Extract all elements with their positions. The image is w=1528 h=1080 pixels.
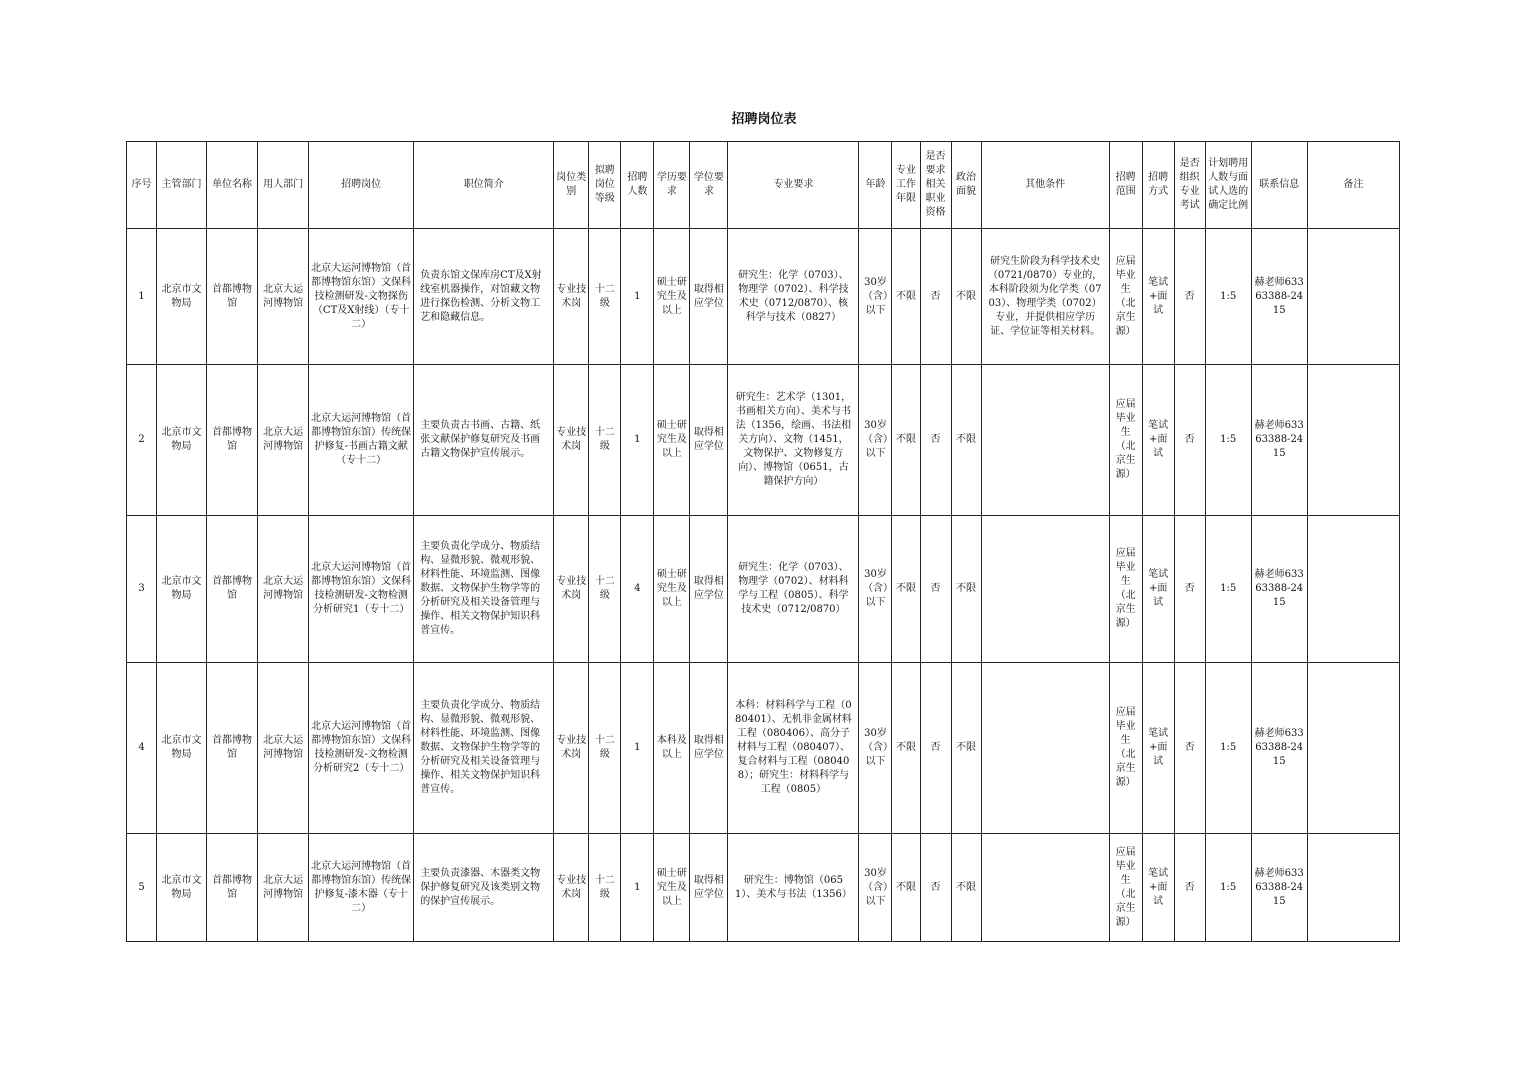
cell-contact: 赫老师63363388-2415 <box>1251 663 1307 834</box>
cell-index: 5 <box>127 834 157 942</box>
cell-ratio: 1:5 <box>1205 365 1251 516</box>
cell-headcount: 1 <box>621 365 654 516</box>
cell-major: 研究生：化学（0703）、物理学（0702）、科学技术史（0712/0870）、核科学与技术（0827） <box>728 229 859 365</box>
cell-department: 北京市文物局 <box>157 229 207 365</box>
cell-level: 十二级 <box>589 834 621 942</box>
header-cell: 序号 <box>127 142 157 229</box>
cell-position: 北京大运河博物馆（首都博物馆东馆）传统保护修复-漆木器（专十二） <box>309 834 414 942</box>
cell-unit: 首都博物馆 <box>207 834 258 942</box>
cell-scope: 应届毕业生（北京生源） <box>1109 229 1142 365</box>
cell-other-conditions <box>981 365 1109 516</box>
cell-description: 主要负责古书画、古籍、纸张文献保护修复研究及书画古籍文物保护宣传展示。 <box>414 365 554 516</box>
header-cell: 是否要求相关职业资格 <box>920 142 951 229</box>
cell-exam: 否 <box>1174 516 1205 663</box>
header-cell: 招聘方式 <box>1142 142 1174 229</box>
cell-post-type: 专业技术岗 <box>554 663 589 834</box>
cell-age: 30岁（含）以下 <box>859 834 892 942</box>
cell-level: 十二级 <box>589 365 621 516</box>
cell-education: 硕士研究生及以上 <box>654 365 690 516</box>
cell-description: 主要负责化学成分、物质结构、显微形貌、微观形貌、材料性能、环境监测、图像数据、文物保护生物学等的分析研究及相关设备管理与操作、相关文物保护知识科普宣传。 <box>414 663 554 834</box>
cell-position: 北京大运河博物馆（首都博物馆东馆）文保科技检测研发-文物探伤（CT及X射线）（专十二） <box>309 229 414 365</box>
cell-qualification: 否 <box>920 516 951 663</box>
cell-major: 研究生：化学（0703）、物理学（0702）、材料科学与工程（0805）、科学技术史（0712/0870） <box>728 516 859 663</box>
cell-headcount: 1 <box>621 834 654 942</box>
cell-department: 北京市文物局 <box>157 516 207 663</box>
header-cell: 计划聘用人数与面试人选的确定比例 <box>1205 142 1251 229</box>
cell-other-conditions <box>981 516 1109 663</box>
header-cell: 专业工作年限 <box>892 142 920 229</box>
cell-age: 30岁（含）以下 <box>859 229 892 365</box>
cell-other-conditions <box>981 834 1109 942</box>
cell-work-years: 不限 <box>892 516 920 663</box>
cell-post-type: 专业技术岗 <box>554 229 589 365</box>
cell-scope: 应届毕业生（北京生源） <box>1109 516 1142 663</box>
cell-age: 30岁（含）以下 <box>859 365 892 516</box>
table-row <box>127 229 1400 365</box>
header-cell: 联系信息 <box>1251 142 1307 229</box>
cell-degree: 取得相应学位 <box>690 516 728 663</box>
cell-remarks <box>1307 663 1399 834</box>
cell-department: 北京市文物局 <box>157 365 207 516</box>
header-cell: 招聘岗位 <box>309 142 414 229</box>
header-cell: 单位名称 <box>207 142 258 229</box>
header-cell: 学位要求 <box>690 142 728 229</box>
cell-political: 不限 <box>951 516 981 663</box>
cell-hiring-dept: 北京大运河博物馆 <box>258 229 309 365</box>
cell-hiring-dept: 北京大运河博物馆 <box>258 834 309 942</box>
cell-headcount: 1 <box>621 663 654 834</box>
cell-degree: 取得相应学位 <box>690 663 728 834</box>
cell-qualification: 否 <box>920 834 951 942</box>
cell-contact: 赫老师63363388-2415 <box>1251 516 1307 663</box>
header-cell: 专业要求 <box>728 142 859 229</box>
header-cell: 招聘人数 <box>621 142 654 229</box>
cell-work-years: 不限 <box>892 834 920 942</box>
header-cell: 其他条件 <box>981 142 1109 229</box>
cell-education: 本科及以上 <box>654 663 690 834</box>
cell-major: 研究生：博物馆（0651）、美术与书法（1356） <box>728 834 859 942</box>
header-cell: 职位简介 <box>414 142 554 229</box>
cell-qualification: 否 <box>920 365 951 516</box>
header-cell: 备注 <box>1307 142 1399 229</box>
page-title: 招聘岗位表 <box>731 112 797 127</box>
cell-method: 笔试+面试 <box>1142 663 1174 834</box>
cell-other-conditions <box>981 663 1109 834</box>
cell-age: 30岁（含）以下 <box>859 516 892 663</box>
cell-description: 负责东馆文保库房CT及X射线室机器操作，对馆藏文物进行探伤检测、分析文物工艺和隐藏信息。 <box>414 229 554 365</box>
cell-work-years: 不限 <box>892 365 920 516</box>
cell-exam: 否 <box>1174 663 1205 834</box>
cell-degree: 取得相应学位 <box>690 365 728 516</box>
cell-index: 4 <box>127 663 157 834</box>
cell-level: 十二级 <box>589 663 621 834</box>
cell-method: 笔试+面试 <box>1142 834 1174 942</box>
table-row <box>127 516 1400 663</box>
cell-remarks <box>1307 365 1399 516</box>
cell-major: 研究生：艺术学（1301，书画相关方向）、美术与书法（1356，绘画、书法相关方向）、文物（1451，文物保护、文物修复方向）、博物馆（0651，古籍保护方向） <box>728 365 859 516</box>
cell-major: 本科：材料科学与工程（080401）、无机非金属材料工程（080406）、高分子材料与工程（080407）、复合材料与工程（080408）；研究生：材料科学与工程（0805） <box>728 663 859 834</box>
cell-degree: 取得相应学位 <box>690 229 728 365</box>
cell-department: 北京市文物局 <box>157 663 207 834</box>
table-row <box>127 663 1400 834</box>
cell-exam: 否 <box>1174 365 1205 516</box>
cell-qualification: 否 <box>920 663 951 834</box>
cell-position: 北京大运河博物馆（首都博物馆东馆）传统保护修复-书画古籍文献（专十二） <box>309 365 414 516</box>
cell-post-type: 专业技术岗 <box>554 834 589 942</box>
cell-ratio: 1:5 <box>1205 516 1251 663</box>
header-cell: 用人部门 <box>258 142 309 229</box>
cell-headcount: 1 <box>621 229 654 365</box>
cell-political: 不限 <box>951 834 981 942</box>
header-cell: 招聘范围 <box>1109 142 1142 229</box>
cell-contact: 赫老师63363388-2415 <box>1251 834 1307 942</box>
cell-level: 十二级 <box>589 229 621 365</box>
cell-education: 硕士研究生及以上 <box>654 834 690 942</box>
header-cell: 岗位类别 <box>554 142 589 229</box>
cell-index: 2 <box>127 365 157 516</box>
cell-hiring-dept: 北京大运河博物馆 <box>258 365 309 516</box>
cell-degree: 取得相应学位 <box>690 834 728 942</box>
recruitment-table <box>126 141 1400 942</box>
header-cell: 主管部门 <box>157 142 207 229</box>
table-row <box>127 834 1400 942</box>
cell-exam: 否 <box>1174 834 1205 942</box>
cell-remarks <box>1307 834 1399 942</box>
header-cell: 学历要求 <box>654 142 690 229</box>
cell-ratio: 1:5 <box>1205 834 1251 942</box>
cell-headcount: 4 <box>621 516 654 663</box>
cell-unit: 首都博物馆 <box>207 516 258 663</box>
header-cell: 拟聘岗位等级 <box>589 142 621 229</box>
cell-unit: 首都博物馆 <box>207 229 258 365</box>
cell-hiring-dept: 北京大运河博物馆 <box>258 663 309 834</box>
cell-education: 硕士研究生及以上 <box>654 516 690 663</box>
header-row <box>127 142 1400 229</box>
header-cell: 政治面貌 <box>951 142 981 229</box>
cell-method: 笔试+面试 <box>1142 516 1174 663</box>
cell-position: 北京大运河博物馆（首都博物馆东馆）文保科技检测研发-文物检测分析研究2（专十二） <box>309 663 414 834</box>
cell-post-type: 专业技术岗 <box>554 365 589 516</box>
cell-qualification: 否 <box>920 229 951 365</box>
cell-level: 十二级 <box>589 516 621 663</box>
cell-other-conditions: 研究生阶段为科学技术史（0721/0870）专业的，本科阶段须为化学类（0703）、物理学类（0702）专业，并提供相应学历证、学位证等相关材料。 <box>981 229 1109 365</box>
cell-political: 不限 <box>951 663 981 834</box>
header-cell: 是否组织专业考试 <box>1174 142 1205 229</box>
header-cell: 年龄 <box>859 142 892 229</box>
cell-ratio: 1:5 <box>1205 663 1251 834</box>
cell-remarks <box>1307 229 1399 365</box>
cell-work-years: 不限 <box>892 229 920 365</box>
cell-age: 30岁（含）以下 <box>859 663 892 834</box>
table-row <box>127 365 1400 516</box>
cell-description: 主要负责化学成分、物质结构、显微形貌、微观形貌、材料性能、环境监测、图像数据、文物保护生物学等的分析研究及相关设备管理与操作、相关文物保护知识科普宣传。 <box>414 516 554 663</box>
cell-department: 北京市文物局 <box>157 834 207 942</box>
cell-unit: 首都博物馆 <box>207 365 258 516</box>
cell-index: 1 <box>127 229 157 365</box>
cell-education: 硕士研究生及以上 <box>654 229 690 365</box>
cell-method: 笔试+面试 <box>1142 229 1174 365</box>
cell-ratio: 1:5 <box>1205 229 1251 365</box>
cell-exam: 否 <box>1174 229 1205 365</box>
cell-hiring-dept: 北京大运河博物馆 <box>258 516 309 663</box>
cell-position: 北京大运河博物馆（首都博物馆东馆）文保科技检测研发-文物检测分析研究1（专十二） <box>309 516 414 663</box>
cell-work-years: 不限 <box>892 663 920 834</box>
cell-remarks <box>1307 516 1399 663</box>
cell-unit: 首都博物馆 <box>207 663 258 834</box>
cell-scope: 应届毕业生（北京生源） <box>1109 365 1142 516</box>
cell-post-type: 专业技术岗 <box>554 516 589 663</box>
cell-political: 不限 <box>951 365 981 516</box>
cell-description: 主要负责漆器、木器类文物保护修复研究及该类别文物的保护宣传展示。 <box>414 834 554 942</box>
cell-contact: 赫老师63363388-2415 <box>1251 365 1307 516</box>
cell-scope: 应届毕业生（北京生源） <box>1109 834 1142 942</box>
cell-method: 笔试+面试 <box>1142 365 1174 516</box>
cell-index: 3 <box>127 516 157 663</box>
cell-scope: 应届毕业生（北京生源） <box>1109 663 1142 834</box>
cell-political: 不限 <box>951 229 981 365</box>
cell-contact: 赫老师63363388-2415 <box>1251 229 1307 365</box>
